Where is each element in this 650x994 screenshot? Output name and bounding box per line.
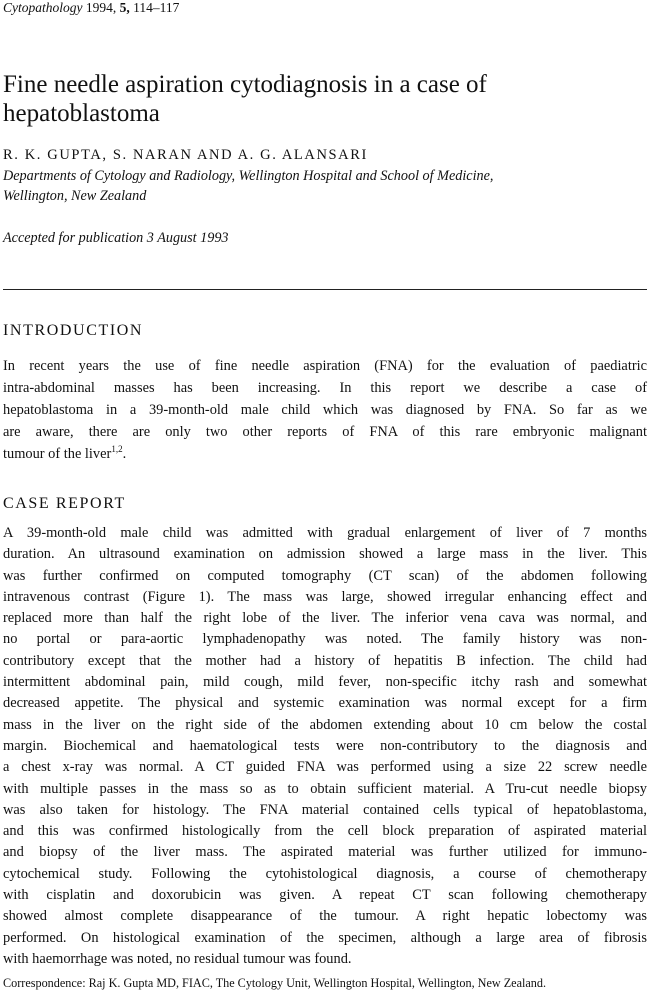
affiliation-line-2: Wellington, New Zealand [3,188,147,204]
text-line-last [3,443,647,465]
text-line: showed almost complete disappearance of the tumour. A right hepatic lobectomy was [3,908,647,925]
text-line: and this was confirmed histologically from the cell block preparation of aspirated material [3,823,647,840]
text-line: In recent years the use of fine needle aspiration (FNA) for the evaluation of paediatric [3,358,647,374]
case-report-paragraph [3,523,647,970]
text-line: intravenous contrast (Figure 1). The mass was large, showed irregular enhancing effect and [3,588,647,605]
text-line: cytochemical study. Following the cytohistological diagnosis, a course of chemotherapy [3,865,647,882]
journal-name: Cytopathology [3,0,83,15]
article-title-line-1: Fine needle aspiration cytodiagnosis in a case of [3,71,487,98]
journal-citation [3,0,179,16]
text-line: are aware, there are only two other reports of FNA of this rare embryonic malignant [3,424,647,440]
sentence-end: . [122,446,127,462]
text-line: no portal or para-aortic lymphadenopathy was noted. The family history was non- [3,631,647,648]
text-run: tumour of the liver [3,446,112,462]
correspondence-footnote: Correspondence: Raj K. Gupta MD, FIAC, The Cytology Unit, Wellington Hospital, Wellington, New Zealand. [3,976,547,990]
text-line: was also taken for histology. The FNA material contained cells typical of hepatoblastoma, [3,801,647,818]
reference-superscript: 1,2 [111,444,123,455]
article-title [3,70,633,128]
author-list: R. K. GUPTA, S. NARAN AND A. G. ALANSARI [3,147,368,163]
article-title-line-2: hepatoblastoma [3,100,160,127]
text-line: performed. On histological examination of the specimen, although a large area of fibrosis [3,929,647,946]
text-line: intermittent abdominal pain, mild cough, mild fever, non-specific itchy rash and somewhat [3,674,647,691]
journal-pages: 114–117 [133,0,180,15]
introduction-heading: INTRODUCTION [3,322,144,339]
case-report-heading: CASE REPORT [3,495,126,512]
text-line: duration. An ultrasound examination on admission showed a large mass in the liver. This [3,546,647,563]
text-line: was further confirmed on computed tomography (CT scan) of the abdomen following [3,567,647,584]
text-line: hepatoblastoma in a 39-month-old male child which was diagnosed by FNA. So far as we [3,402,647,418]
introduction-paragraph [3,355,647,465]
text-line: with cisplatin and doxorubicin was given. A repeat CT scan following chemotherapy [3,887,647,904]
header-divider [3,289,647,290]
text-line: and biopsy of the liver mass. The aspirated material was further utilized for immuno- [3,844,647,861]
text-line: A 39-month-old male child was admitted with gradual enlargement of liver of 7 months [3,525,647,541]
text-line: a chest x-ray was normal. A CT guided FNA was performed using a size 22 screw needle [3,759,647,776]
text-line: replaced more than half the right lobe of the liver. The inferior vena cava was normal, and [3,610,647,627]
text-line: contributory except that the mother had a history of hepatitis B infection. The child had [3,652,647,669]
text-line: decreased appetite. The physical and systemic examination was normal except for a firm [3,695,647,712]
affiliation-line-1: Departments of Cytology and Radiology, Wellington Hospital and School of Medicine, [3,168,494,184]
text-line: with multiple passes in the mass so as to obtain sufficient material. A Tru-cut needle biopsy [3,780,647,797]
journal-volume: 5, [119,0,130,15]
text-line: intra-abdominal masses has been increasing. In this report we describe a case of [3,380,647,396]
text-line-last: with haemorrhage was noted, no residual tumour was found. [3,950,352,967]
journal-year: 1994, [85,0,117,15]
author-affiliation [3,166,643,206]
text-line: margin. Biochemical and haematological tests were non-contributory to the diagnosis and [3,737,647,754]
text-line: mass in the liver on the right side of the abdomen extending about 10 cm below the costal [3,716,647,733]
accepted-date: Accepted for publication 3 August 1993 [3,230,229,246]
